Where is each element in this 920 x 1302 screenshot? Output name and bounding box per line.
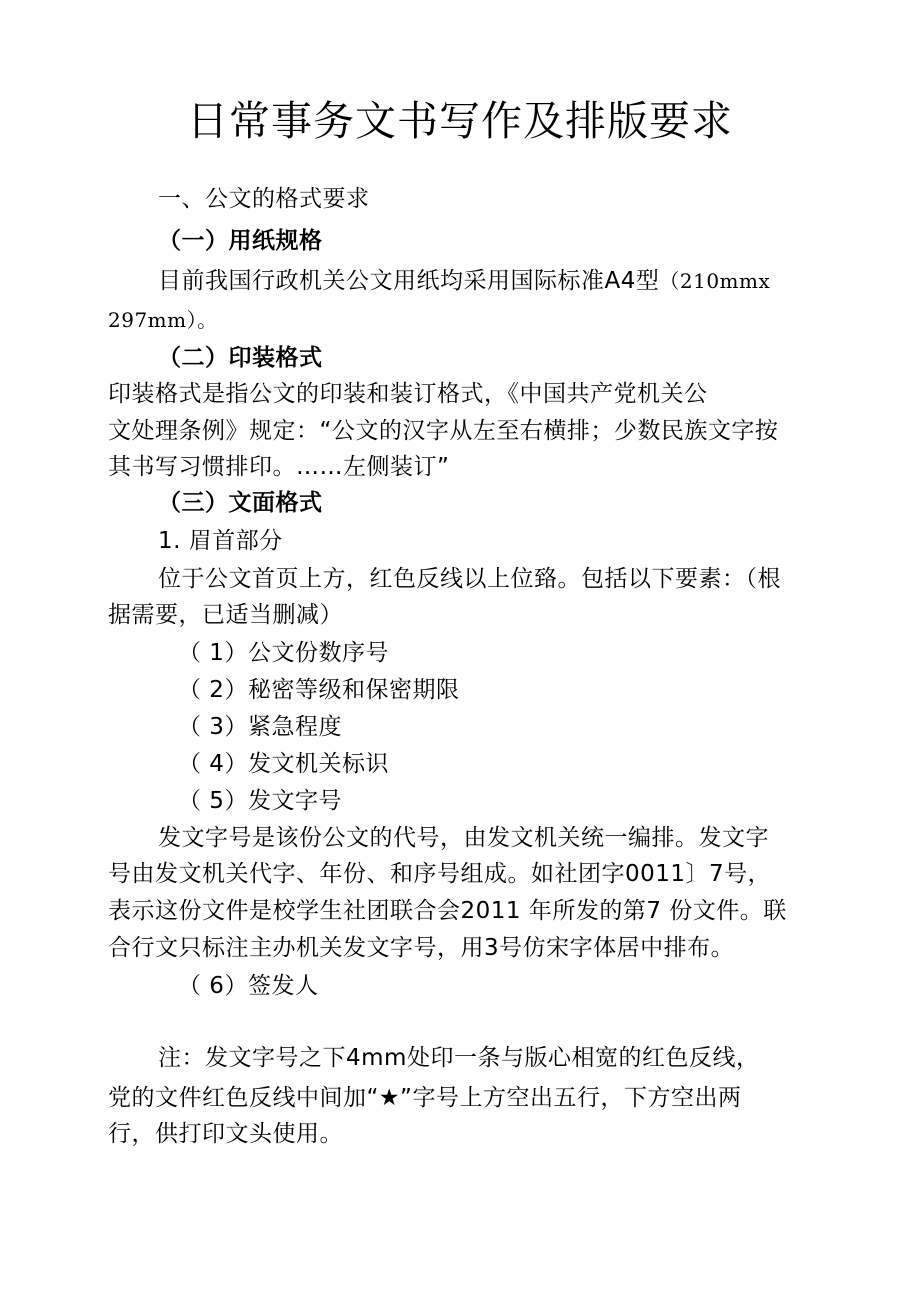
note-line: 党的文件红色反线中间加“★”字号上方空出五行，下方空出两 [108,1085,742,1111]
list-item: （ 4）发文机关标识 [178,751,389,777]
list-item: （ 2）秘密等级和保密期限 [178,677,460,703]
paragraph-line: 文处理条例》规定：“公文的汉字从左至右横排；少数民族文字按 [108,418,779,444]
subsection-heading-paper: （一）用纸规格 [158,228,323,254]
list-item: （ 3）紧急程度 [178,714,342,740]
paragraph-line [158,268,770,296]
paragraph-line: 印装格式是指公文的印装和装订格式，《中国共产党机关公 [108,381,708,407]
list-item: （ 1）公文份数序号 [178,640,389,666]
paragraph-text: （210mmx [659,269,771,293]
paragraph-line: 表示这份文件是校学生社团联合会2011 年所发的第7 份文件。联 [108,898,787,924]
paragraph-line: 位于公文首页上方，红色反线以上位臵。包括以下要素：（根 [158,566,781,592]
paragraph-line: 据需要，已适当删减） [108,602,343,628]
paragraph-text: 目前我国行政机关公文用纸均采用国际标准A4型 [158,268,660,294]
document-title: 日常事务文书写作及排版要求 [187,97,733,145]
list-item: （ 6）签发人 [178,973,319,999]
item-heading: 1. 眉首部分 [158,528,283,554]
paragraph-line: 合行文只标注主办机关发文字号，用3号仿宋字体居中排布。 [108,935,735,961]
section-heading: 一、公文的格式要求 [158,186,370,212]
paragraph-line: 297mm）。 [108,308,218,332]
note-line: 注：发文字号之下4mm处印一条与版心相宽的红色反线， [158,1045,760,1071]
subsection-heading-layout: （三）文面格式 [158,490,323,516]
paragraph-line: 发文字号是该份公文的代号，由发文机关统一编排。发文字 [158,825,769,851]
list-item: （ 5）发文字号 [178,788,342,814]
paragraph-line: 其书写习惯排印。……左侧装订” [108,454,450,480]
note-line: 行，供打印文头使用。 [108,1121,343,1147]
subsection-heading-printing: （二）印装格式 [158,345,323,371]
paragraph-line: 号由发文机关代字、年份、和序号组成。如社团字0011〕7号， [108,861,772,887]
